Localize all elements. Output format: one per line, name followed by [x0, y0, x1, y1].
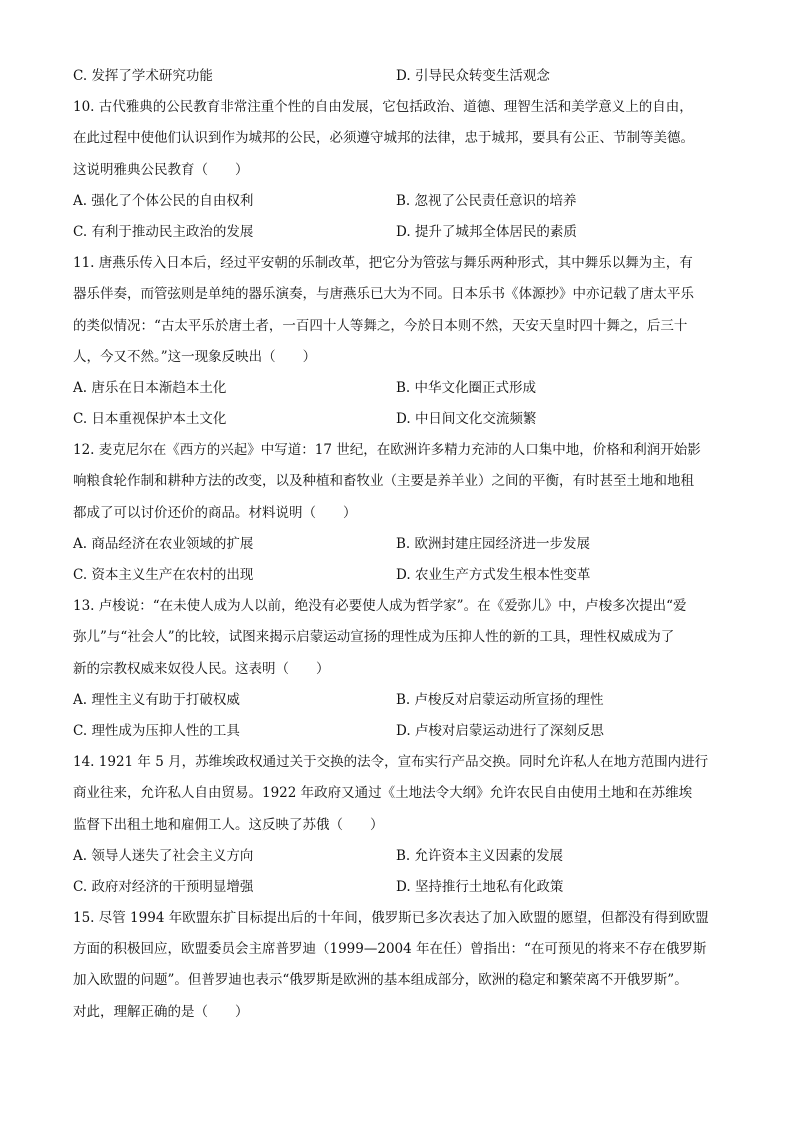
question-stem-line: 的类似情况：“古太平乐於唐土者，一百四十人等舞之，今於日本则不然，天安天皇时四十舞之，后三十 — [73, 317, 688, 334]
option-letter: A. — [73, 691, 88, 708]
option-c[interactable] — [73, 61, 396, 92]
option-text: 领导人迷失了社会主义方向 — [91, 847, 254, 864]
option-text: 有利于推动民主政治的发展 — [91, 223, 254, 240]
option-letter: D. — [396, 567, 411, 583]
option-letter: B. — [396, 535, 411, 552]
option-c[interactable] — [73, 560, 396, 591]
question-12 — [73, 435, 721, 591]
options-row — [73, 560, 721, 591]
option-text: 卢梭反对启蒙运动所宣扬的理性 — [414, 691, 604, 708]
option-letter: B. — [396, 691, 411, 708]
question-stem-line: 这说明雅典公民教育（ ） — [73, 161, 249, 178]
question-stem-line: 商业往来，允许私人自由贸易。1922 年政府又通过《土地法令大纲》允许农民自由使用土地和在苏维埃 — [73, 785, 693, 802]
question-list — [73, 92, 721, 1028]
option-text: 强化了个体公民的自由权利 — [91, 192, 254, 209]
question-stem-line: 弥儿”与“社会人”的比较，试图来揭示启蒙运动宣扬的理性成为压抑人性的新的工具，理性权威成为了 — [73, 629, 675, 646]
question-stem-line: 新的宗教权威来奴役人民。这表明（ ） — [73, 660, 330, 677]
option-text: 中日间文化交流频繁 — [414, 411, 537, 428]
question-stem-line: 都成了可以讨价还价的商品。材料说明（ ） — [73, 504, 357, 521]
question-14 — [73, 747, 721, 903]
option-letter: C. — [73, 411, 88, 428]
question-stem-line: 13. 卢梭说：“在未使人成为人以前，绝没有必要使人成为哲学家”。在《爱弥儿》中，卢梭多次提出“爱 — [73, 598, 687, 615]
question-15 — [73, 903, 721, 1028]
option-letter: C. — [73, 878, 88, 895]
question-stem-line: 方面的积极回应，欧盟委员会主席普罗迪（1999—2004 年在任）曾指出：“在可预见的将来不存在俄罗斯 — [73, 941, 707, 958]
question-11 — [73, 248, 721, 435]
option-text: 农业生产方式发生根本性变革 — [414, 567, 591, 583]
option-b[interactable] — [396, 529, 721, 560]
option-text: 理性成为压抑人性的工具 — [91, 722, 240, 739]
option-b[interactable] — [396, 841, 721, 872]
option-text: 发挥了学术研究功能 — [91, 68, 213, 84]
question-stem-line: 响粮食轮作制和耕种方法的改变，以及种植和畜牧业（主要是养羊业）之间的平衡，有时甚至土地和地租 — [73, 473, 694, 490]
options-row — [73, 872, 721, 903]
question-stem-line: 15. 尽管 1994 年欧盟东扩目标提出后的十年间，俄罗斯已多次表达了加入欧盟的愿望，但都没有得到欧盟 — [73, 910, 709, 927]
question-stem-line: 监督下出租土地和雇佣工人。这反映了苏俄（ ） — [73, 816, 384, 833]
option-letter: A. — [73, 535, 88, 552]
option-a[interactable] — [73, 186, 396, 217]
question-stem-line: 11. 唐燕乐传入日本后，经过平安朝的乐制改革，把它分为管弦与舞乐两种形式，其中舞乐以舞为主，有 — [73, 255, 693, 272]
option-text: 政府对经济的干预明显增强 — [91, 878, 254, 895]
option-d[interactable] — [396, 404, 721, 435]
option-d[interactable] — [396, 560, 721, 591]
option-a[interactable] — [73, 373, 396, 404]
option-letter: B. — [396, 379, 411, 396]
question-stem-line: 10. 古代雅典的公民教育非常注重个性的自由发展，它包括政治、道德、理智生活和美学意义上的自由， — [73, 99, 693, 116]
option-text: 商品经济在农业领域的扩展 — [91, 535, 254, 552]
question-stem-line: 12. 麦克尼尔在《西方的兴起》中写道：17 世纪，在欧洲许多精力充沛的人口集中地，价格和利润开始影 — [73, 442, 701, 459]
option-letter: C. — [73, 68, 88, 84]
option-letter: D. — [396, 722, 411, 739]
option-letter: B. — [396, 192, 411, 209]
option-letter: D. — [396, 68, 411, 84]
option-b[interactable] — [396, 373, 721, 404]
options-row — [73, 716, 721, 747]
options-row — [73, 217, 721, 248]
option-c[interactable] — [73, 872, 396, 903]
question-stem-line: 器乐伴奏，而管弦则是单纯的器乐演奏，与唐燕乐已大为不同。日本乐书《体源抄》中亦记载了唐太平乐 — [73, 286, 694, 303]
option-c[interactable] — [73, 404, 396, 435]
question-stem-line: 在此过程中使他们认识到作为城邦的公民，必须遵守城邦的法律，忠于城邦，要具有公正、节制等美德。 — [73, 130, 694, 147]
option-text: 忽视了公民责任意识的培养 — [414, 192, 577, 209]
question-stem-line: 对此，理解正确的是（ ） — [73, 1003, 249, 1020]
option-letter: D. — [396, 411, 411, 428]
option-text: 允许资本主义因素的发展 — [414, 847, 564, 864]
option-d[interactable] — [396, 217, 721, 248]
option-letter: D. — [396, 223, 411, 240]
options-row — [73, 685, 721, 716]
option-text: 引导民众转变生活观念 — [414, 68, 550, 84]
q9-options-row-cd — [73, 61, 721, 92]
option-letter: A. — [73, 847, 88, 864]
option-letter: B. — [396, 847, 411, 864]
options-row — [73, 186, 721, 217]
option-text: 日本重视保护本土文化 — [91, 411, 227, 428]
option-a[interactable] — [73, 841, 396, 872]
options-row — [73, 404, 721, 435]
options-row — [73, 373, 721, 404]
option-b[interactable] — [396, 685, 721, 716]
option-text: 唐乐在日本渐趋本土化 — [91, 379, 227, 396]
page-content — [73, 61, 721, 1028]
option-letter: C. — [73, 223, 88, 240]
option-letter: C. — [73, 722, 88, 739]
option-letter: A. — [73, 379, 88, 396]
question-13 — [73, 591, 721, 747]
option-a[interactable] — [73, 685, 396, 716]
option-d[interactable] — [396, 872, 721, 903]
option-c[interactable] — [73, 217, 396, 248]
option-text: 坚持推行土地私有化政策 — [414, 878, 564, 895]
option-letter: D. — [396, 878, 411, 895]
question-stem-line: 人，今又不然。”这一现象反映出（ ） — [73, 348, 317, 365]
option-text: 理性主义有助于打破权威 — [91, 691, 240, 708]
option-text: 资本主义生产在农村的出现 — [91, 567, 254, 583]
question-10 — [73, 92, 721, 248]
option-c[interactable] — [73, 716, 396, 747]
option-b[interactable] — [396, 186, 721, 217]
option-letter: A. — [73, 192, 88, 209]
options-row — [73, 841, 721, 872]
option-text: 提升了城邦全体居民的素质 — [414, 223, 577, 240]
option-a[interactable] — [73, 529, 396, 560]
option-text: 中华文化圈正式形成 — [414, 379, 537, 396]
question-stem-line: 14. 1921 年 5 月，苏维埃政权通过关于交换的法令，宣布实行产品交换。同时允许私人在地方范围内进行 — [73, 754, 709, 771]
question-stem-line: 加入欧盟的问题”。但普罗迪也表示“俄罗斯是欧洲的基本组成部分，欧洲的稳定和繁荣离不开俄罗斯”。 — [73, 972, 688, 989]
options-row — [73, 529, 721, 560]
option-d[interactable] — [396, 61, 721, 92]
option-text: 卢梭对启蒙运动进行了深刻反思 — [414, 722, 604, 739]
option-d[interactable] — [396, 716, 721, 747]
option-text: 欧洲封建庄园经济进一步发展 — [414, 535, 591, 552]
option-letter: C. — [73, 567, 88, 583]
